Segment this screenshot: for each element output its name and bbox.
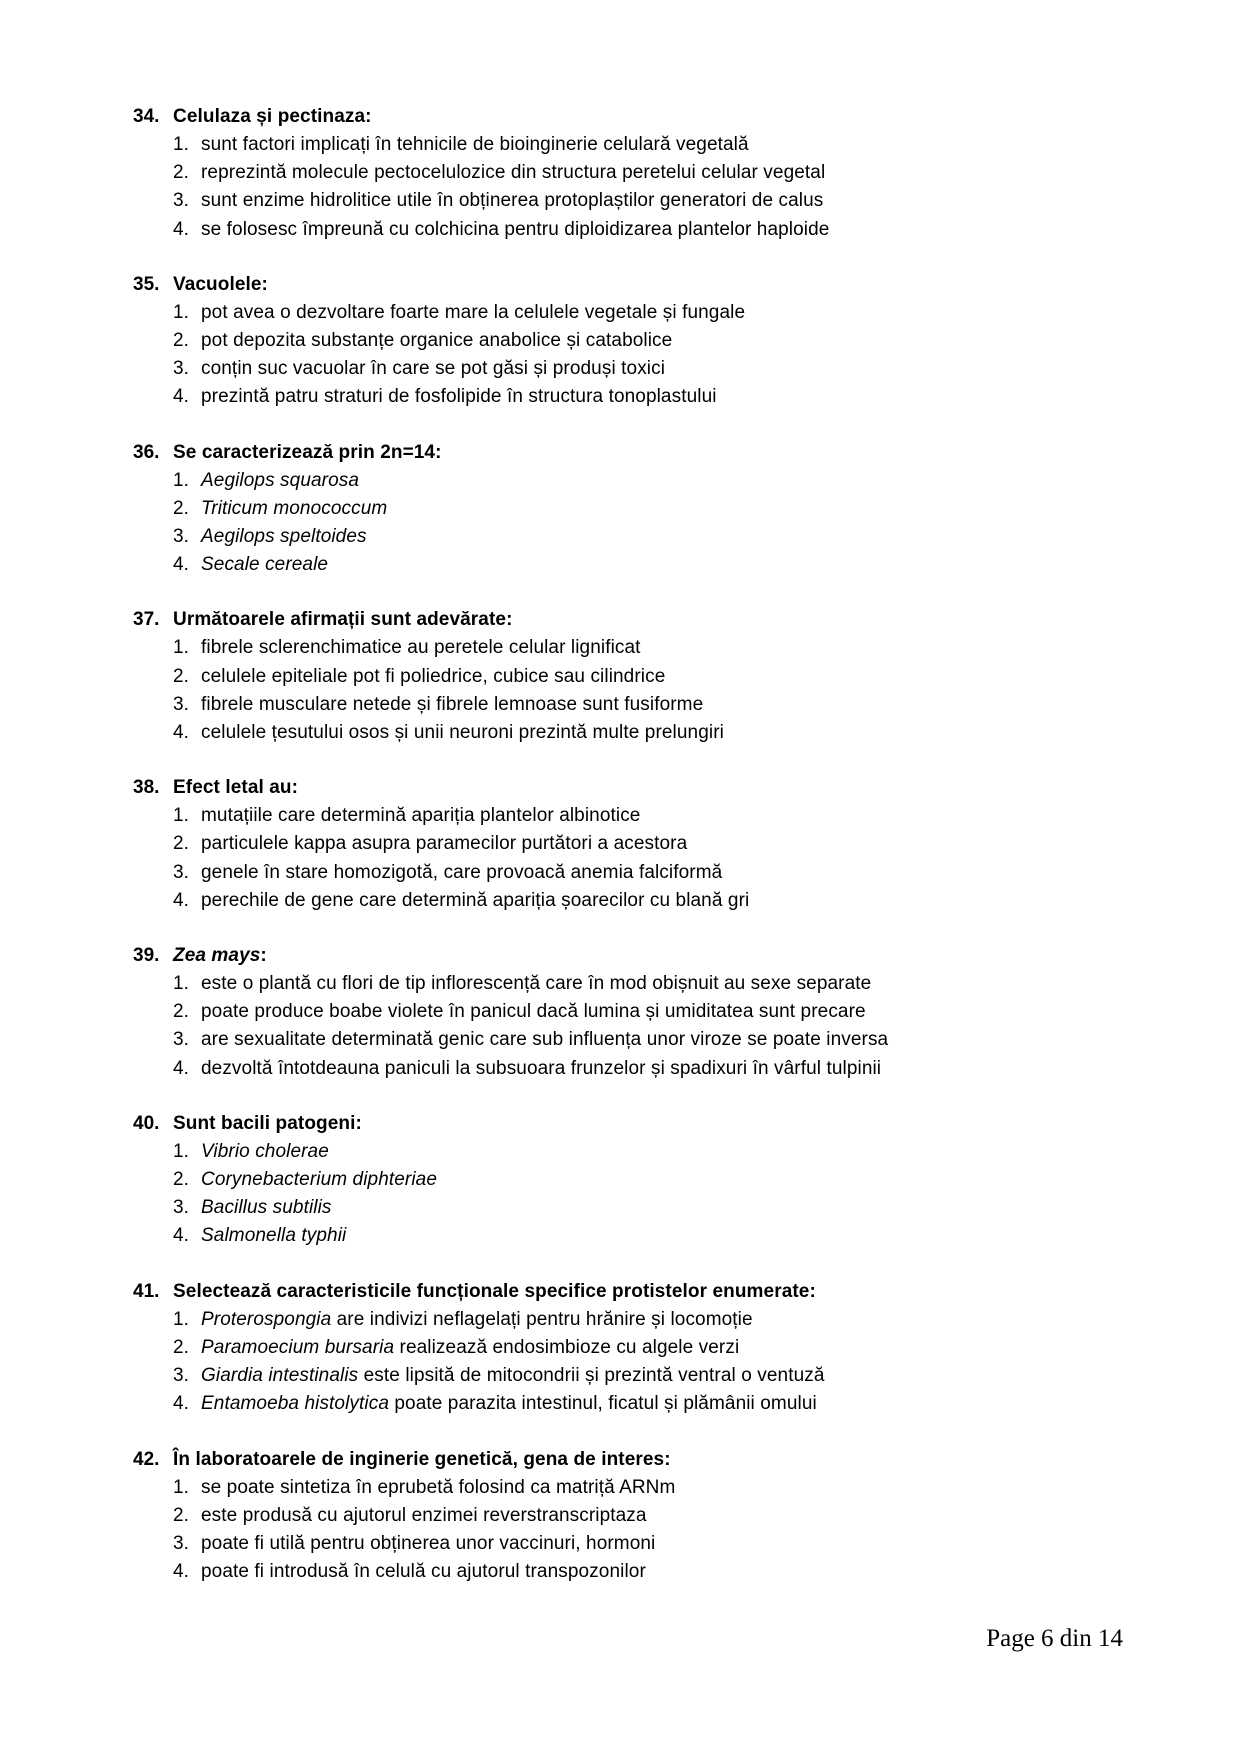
question-number: 36. [133, 441, 160, 463]
answer-text [201, 802, 640, 830]
answer-number: 2. [173, 330, 189, 352]
answer-number: 1. [173, 1308, 189, 1330]
answer-number: 2. [173, 833, 189, 855]
answer-item [133, 859, 1136, 887]
italic-text-segment: Triticum monococcum [201, 497, 388, 519]
answer-item [133, 299, 1136, 327]
answer-number: 1. [173, 134, 189, 155]
answer-text [201, 551, 328, 579]
answer-text [201, 187, 823, 215]
question [133, 103, 1136, 244]
answer-item [133, 1530, 1136, 1558]
answer-number: 1. [173, 805, 189, 827]
answer-text [201, 327, 672, 355]
answer-number: 2. [173, 1001, 189, 1023]
question-number: 42. [133, 1448, 160, 1470]
answer-text [201, 383, 717, 411]
italic-text-segment: Zea mays [173, 945, 261, 967]
answer-number: 1. [173, 1140, 189, 1162]
answer-text [201, 970, 871, 998]
text-segment: Se caracterizează prin 2n=14: [173, 441, 442, 463]
answer-number: 2. [173, 1504, 189, 1526]
answer-item [133, 1334, 1136, 1362]
text-segment: sunt enzime hidrolitice utile în obținerea protoplaștilor generatori de calus [201, 190, 824, 212]
answer-item [133, 887, 1136, 915]
answer-text [201, 299, 745, 327]
question-number: 41. [133, 1280, 160, 1302]
question-heading [133, 271, 1136, 299]
text-segment: Efect letal au: [173, 777, 299, 799]
text-segment: Selectează caracteristicile funcționale specifice protistelor enumerate: [173, 1280, 816, 1302]
text-segment: dezvoltă întotdeauna paniculi la subsuoara frunzelor și spadixuri în vârful tulpinii [201, 1057, 882, 1079]
answer-item [133, 551, 1136, 579]
text-segment: are indivizi neflagelați pentru hrănire și locomoție [331, 1308, 753, 1330]
answer-number: 4. [173, 386, 189, 408]
answer-number: 2. [173, 665, 189, 687]
answer-item [133, 1166, 1136, 1194]
text-segment: reprezintă molecule pectocelulozice din structura peretelui celular vegetal [201, 162, 826, 184]
answer-item [133, 1306, 1136, 1334]
text-segment: are sexualitate determinată genic care sub influența unor viroze se poate inversa [201, 1029, 889, 1051]
italic-text-segment: Salmonella typhii [201, 1225, 347, 1247]
italic-text-segment: Aegilops speltoides [201, 526, 367, 548]
answer-number: 2. [173, 1336, 189, 1358]
question [133, 942, 1136, 1083]
answer-number: 1. [173, 301, 189, 323]
italic-text-segment: Entamoeba histolytica [201, 1393, 389, 1415]
answer-number: 1. [173, 637, 189, 659]
answer-text [201, 1306, 753, 1334]
question-heading [133, 774, 1136, 802]
text-segment: sunt factori implicați în tehnicile de bioinginerie celulară vegetală [201, 134, 749, 155]
answer-text [201, 1166, 437, 1194]
text-segment: poate fi utilă pentru obținerea unor vaccinuri, hormoni [201, 1532, 656, 1554]
text-segment: este lipsită de mitocondrii și prezintă ventral o ventuză [358, 1365, 825, 1387]
answer-list [133, 802, 1136, 915]
question [133, 271, 1136, 412]
question [133, 1278, 1136, 1419]
answer-number: 3. [173, 358, 189, 380]
answer-number: 2. [173, 1169, 189, 1191]
answer-text [201, 1502, 647, 1530]
text-segment: : [260, 945, 267, 967]
answer-item [133, 1026, 1136, 1054]
text-segment: pot depozita substanțe organice anabolice și catabolice [201, 330, 673, 352]
question-list [133, 103, 1136, 1613]
answer-text [201, 634, 641, 662]
answer-item [133, 830, 1136, 858]
text-segment: În laboratoarele de inginerie genetică, gena de interes: [173, 1448, 671, 1470]
answer-number: 4. [173, 889, 189, 911]
text-segment: Celulaza și pectinaza: [173, 106, 372, 127]
answer-text [201, 355, 665, 383]
italic-text-segment: Corynebacterium diphteriae [201, 1169, 437, 1191]
text-segment: poate fi introdusă în celulă cu ajutorul transpozonilor [201, 1561, 646, 1583]
answer-text [201, 998, 866, 1026]
text-segment: este o plantă cu flori de tip inflorescență care în mod obișnuit au sexe separate [201, 973, 872, 995]
answer-item [133, 1138, 1136, 1166]
italic-text-segment: Aegilops squarosa [201, 469, 360, 491]
question-title [173, 439, 442, 467]
question-heading [133, 103, 1136, 131]
text-segment: genele în stare homozigotă, care provoacă anemia falciformă [201, 861, 723, 883]
answer-number: 3. [173, 1532, 189, 1554]
answer-list [133, 634, 1136, 747]
question [133, 1110, 1136, 1251]
question [133, 439, 1136, 580]
question [133, 774, 1136, 915]
answer-item [133, 187, 1136, 215]
answer-text [201, 663, 665, 691]
answer-item [133, 1502, 1136, 1530]
text-segment: celulele epiteliale pot fi poliedrice, cubice sau cilindrice [201, 665, 666, 687]
answer-text [201, 691, 703, 719]
answer-item [133, 216, 1136, 244]
answer-text [201, 887, 749, 915]
answer-number: 3. [173, 526, 189, 548]
answer-number: 1. [173, 1476, 189, 1498]
answer-text [201, 523, 367, 551]
answer-text [201, 1194, 332, 1222]
answer-list [133, 131, 1136, 244]
question-title [173, 774, 298, 802]
question-number: 39. [133, 945, 160, 967]
question-heading [133, 1278, 1136, 1306]
text-segment: Vacuolele: [173, 273, 268, 295]
answer-number: 3. [173, 693, 189, 715]
answer-item [133, 131, 1136, 159]
answer-text [201, 216, 829, 244]
answer-item [133, 663, 1136, 691]
question [133, 606, 1136, 747]
answer-item [133, 970, 1136, 998]
text-segment: Următoarele afirmații sunt adevărate: [173, 609, 513, 631]
answer-text [201, 1055, 881, 1083]
question-title [173, 271, 268, 299]
answer-number: 4. [173, 1393, 189, 1415]
answer-number: 3. [173, 1029, 189, 1051]
answer-item [133, 802, 1136, 830]
question-heading [133, 942, 1136, 970]
answer-text [201, 467, 359, 495]
text-segment: mutațiile care determină apariția plantelor albinotice [201, 805, 641, 827]
answer-item [133, 1558, 1136, 1586]
answer-text [201, 859, 722, 887]
question-number: 40. [133, 1112, 160, 1134]
answer-number: 3. [173, 190, 189, 212]
question-title [173, 942, 267, 970]
answer-item [133, 1362, 1136, 1390]
answer-item [133, 1390, 1136, 1418]
answer-item [133, 327, 1136, 355]
answer-number: 1. [173, 973, 189, 995]
answer-number: 2. [173, 162, 189, 184]
answer-list [133, 1474, 1136, 1587]
question-number: 38. [133, 777, 160, 799]
answer-text [201, 1390, 817, 1418]
text-segment: Sunt bacili patogeni: [173, 1112, 362, 1134]
text-segment: celulele țesutului osos și unii neuroni prezintă multe prelungiri [201, 722, 724, 744]
text-segment: fibrele musculare netede și fibrele lemnoase sunt fusiforme [201, 693, 704, 715]
text-segment: perechile de gene care determină apariția șoarecilor cu blană gri [201, 889, 750, 911]
question-number: 34. [133, 106, 160, 127]
question-heading [133, 1446, 1136, 1474]
answer-number: 1. [173, 469, 189, 491]
answer-number: 4. [173, 722, 189, 744]
question-heading [133, 439, 1136, 467]
answer-number: 3. [173, 1365, 189, 1387]
answer-item [133, 355, 1136, 383]
italic-text-segment: Bacillus subtilis [201, 1197, 332, 1219]
text-segment: particulele kappa asupra paramecilor purtători a acestora [201, 833, 688, 855]
question-title [173, 1278, 816, 1306]
question-number: 37. [133, 609, 160, 631]
italic-text-segment: Proterospongia [201, 1308, 332, 1330]
answer-text [201, 495, 387, 523]
answer-text [201, 830, 687, 858]
text-segment: se folosesc împreună cu colchicina pentru diploidizarea plantelor haploide [201, 218, 830, 240]
italic-text-segment: Vibrio cholerae [201, 1140, 329, 1162]
answer-item [133, 495, 1136, 523]
text-segment: prezintă patru straturi de fosfolipide în structura tonoplastului [201, 386, 717, 408]
question-title [173, 1110, 362, 1138]
text-segment: fibrele sclerenchimatice au peretele celular lignificat [201, 637, 641, 659]
question-heading [133, 606, 1136, 634]
text-segment: conțin suc vacuolar în care se pot găsi și produși toxici [201, 358, 666, 380]
answer-number: 3. [173, 861, 189, 883]
italic-text-segment: Giardia intestinalis [201, 1365, 359, 1387]
text-segment: poate parazita intestinul, ficatul și plămânii omului [388, 1393, 817, 1415]
answer-item [133, 1222, 1136, 1250]
answer-item [133, 383, 1136, 411]
answer-number: 3. [173, 1197, 189, 1219]
answer-item [133, 691, 1136, 719]
answer-item [133, 159, 1136, 187]
question-title [173, 103, 372, 131]
answer-text [201, 1138, 329, 1166]
text-segment: realizează endosimbioze cu algele verzi [394, 1336, 740, 1358]
answer-list [133, 467, 1136, 580]
answer-list [133, 1138, 1136, 1251]
text-segment: se poate sintetiza în eprubetă folosind ca matriță ARNm [201, 1476, 676, 1498]
answer-item [133, 719, 1136, 747]
answer-text [201, 1530, 655, 1558]
answer-item [133, 1194, 1136, 1222]
question-title [173, 1446, 671, 1474]
answer-item [133, 1474, 1136, 1502]
answer-item [133, 523, 1136, 551]
answer-item [133, 1055, 1136, 1083]
answer-item [133, 634, 1136, 662]
question-title [173, 606, 513, 634]
text-segment: este produsă cu ajutorul enzimei reverstranscriptaza [201, 1504, 647, 1526]
answer-list [133, 1306, 1136, 1419]
italic-text-segment: Paramoecium bursaria [201, 1336, 395, 1358]
answer-text [201, 131, 749, 159]
answer-text [201, 1362, 825, 1390]
answer-item [133, 467, 1136, 495]
answer-number: 2. [173, 497, 189, 519]
answer-text [201, 1026, 888, 1054]
answer-text [201, 1222, 346, 1250]
answer-text [201, 1334, 739, 1362]
question [133, 1446, 1136, 1587]
text-segment: pot avea o dezvoltare foarte mare la celulele vegetale și fungale [201, 301, 746, 323]
italic-text-segment: Secale cereale [201, 554, 329, 576]
answer-list [133, 299, 1136, 412]
page-footer-label: Page 6 din 14 [986, 1625, 1123, 1652]
answer-list [133, 970, 1136, 1083]
answer-number: 4. [173, 1561, 189, 1583]
text-segment: poate produce boabe violete în panicul dacă lumina și umiditatea sunt precare [201, 1001, 866, 1023]
question-number: 35. [133, 273, 160, 295]
answer-text [201, 1474, 675, 1502]
answer-text [201, 159, 825, 187]
answer-number: 4. [173, 1057, 189, 1079]
answer-number: 4. [173, 554, 189, 576]
question-heading [133, 1110, 1136, 1138]
answer-item [133, 998, 1136, 1026]
answer-text [201, 1558, 646, 1586]
answer-text [201, 719, 724, 747]
answer-number: 4. [173, 218, 189, 240]
answer-number: 4. [173, 1225, 189, 1247]
